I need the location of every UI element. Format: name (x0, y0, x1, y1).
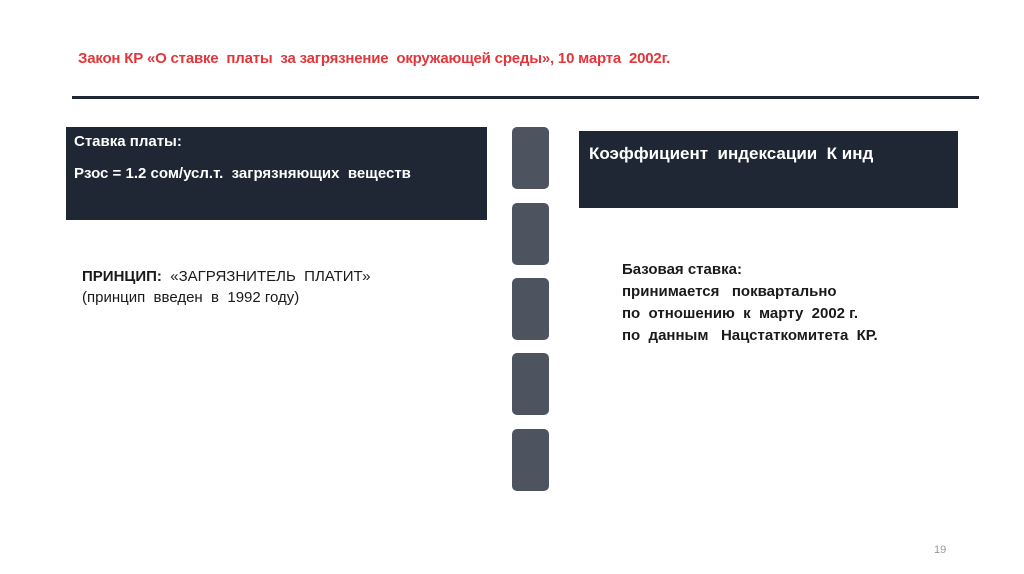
rate-formula: Рзос = 1.2 сом/усл.т. загрязняющих веществ (74, 165, 411, 182)
connector-segment-2 (512, 203, 549, 265)
slide-title: Закон КР «О ставке платы за загрязнение окружающей среды», 10 марта 2002г. (78, 50, 671, 67)
base-rate-line: по отношению к марту 2002 г. (622, 305, 859, 322)
principle-value: «ЗАГРЯЗНИТЕЛЬ ПЛАТИТ» (161, 268, 371, 285)
connector-segment-1 (512, 127, 549, 189)
page-number: 19 (934, 544, 947, 556)
indexation-heading: Коэффициент индексации К инд (589, 144, 874, 163)
title-divider (72, 96, 979, 99)
connector-segment-4 (512, 353, 549, 415)
rate-box (66, 127, 487, 220)
base-rate-line: Базовая ставка: (622, 261, 742, 278)
rate-heading: Ставка платы: (74, 133, 182, 150)
base-rate-line: по данным Нацстаткомитета КР. (622, 327, 878, 344)
base-rate-text (622, 259, 878, 347)
connector-segment-3 (512, 278, 549, 340)
principle-label: ПРИНЦИП: (82, 268, 162, 285)
principle-text (82, 266, 370, 308)
indexation-box (579, 131, 958, 208)
connector-segment-5 (512, 429, 549, 491)
base-rate-line: принимается поквартально (622, 283, 837, 300)
principle-note: (принцип введен в 1992 году) (82, 289, 300, 306)
